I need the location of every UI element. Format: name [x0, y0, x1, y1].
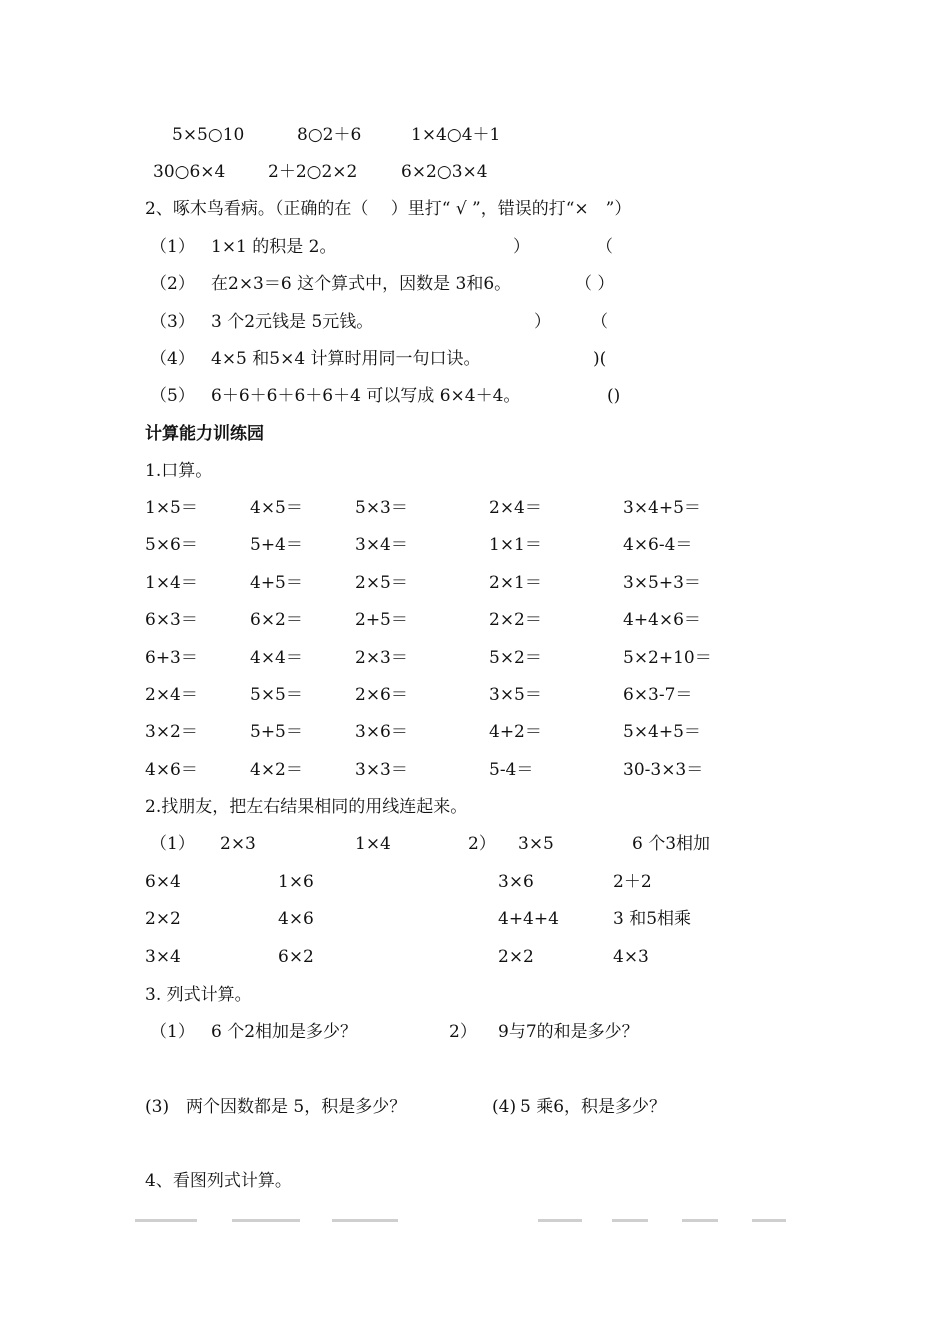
oral-problem: 4×2＝ [250, 760, 303, 780]
question-text: 6 个2相加是多少？ [211, 1022, 358, 1042]
oral-problem: 6×2＝ [250, 610, 303, 630]
friends-right-item: 3×6 [498, 872, 534, 892]
friends-right-item: 6 个3相加 [632, 834, 711, 854]
compare-item: 5×5○10 [172, 125, 245, 145]
oral-problem: 5×2＝ [489, 648, 542, 668]
picture-title: 4、看图列式计算。 [145, 1171, 292, 1191]
oral-problem: 3×3＝ [355, 760, 408, 780]
picture-fragment [332, 1219, 398, 1222]
picture-fragment [135, 1219, 197, 1222]
oral-problem: 2+5＝ [355, 610, 408, 630]
oral-problem: 6+3＝ [145, 648, 198, 668]
oral-problem: 4+5＝ [250, 573, 303, 593]
friends-right-item: 4×3 [613, 947, 649, 967]
item-number: （5） [150, 386, 195, 406]
oral-problem: 3×5＝ [489, 685, 542, 705]
oral-problem: 5×2+10＝ [623, 648, 712, 668]
woodpecker-title: 2、啄木鸟看病。（正确的在（ ）里打“ √ ”，错误的打“× ”） [145, 199, 632, 219]
oral-problem: 6×3＝ [145, 610, 198, 630]
friends-left-item: 1×4 [355, 834, 391, 854]
oral-problem: 3×4＝ [355, 535, 408, 555]
friends-left-item: 4×6 [278, 909, 314, 929]
picture-fragment [682, 1219, 718, 1222]
oral-problem: 4×6-4＝ [623, 535, 693, 555]
oral-problem: 3×4+5＝ [623, 498, 701, 518]
picture-fragment [752, 1219, 786, 1222]
item-text: 在2×3＝6 这个算式中，因数是 3和6。 [211, 274, 512, 294]
oral-problem: 1×1＝ [489, 535, 542, 555]
answer-paren: （ [596, 237, 613, 257]
answer-paren: () [607, 386, 621, 406]
oral-problem: 3×6＝ [355, 722, 408, 742]
oral-problem: 1×4＝ [145, 573, 198, 593]
compare-item: 2＋2○2×2 [268, 162, 358, 182]
oral-problem: 2×1＝ [489, 573, 542, 593]
friends-left-item: 2×3 [220, 834, 256, 854]
oral-problem: 5×5＝ [250, 685, 303, 705]
oral-problem: 5×6＝ [145, 535, 198, 555]
item-text: 6＋6＋6＋6＋6＋4 可以写成 6×4＋4。 [211, 386, 521, 406]
answer-paren: ） [534, 312, 551, 332]
answer-paren: ） [513, 237, 530, 257]
item-text: 3 个2元钱是 5元钱。 [211, 312, 374, 332]
oral-problem: 5×4+5＝ [623, 722, 701, 742]
question-number: (4) [492, 1097, 517, 1117]
friends-right-label: 2） [468, 834, 496, 854]
oral-problem: 4×6＝ [145, 760, 198, 780]
question-text: 两个因数都是 5，积是多少？ [186, 1097, 407, 1117]
oral-problem: 2×3＝ [355, 648, 408, 668]
oral-problem: 4×5＝ [250, 498, 303, 518]
oral-problem: 3×5+3＝ [623, 573, 701, 593]
friends-right-item: 4+4+4 [498, 909, 559, 929]
item-number: （1） [150, 237, 195, 257]
item-text: 1×1 的积是 2。 [211, 237, 337, 257]
oral-problem: 2×4＝ [489, 498, 542, 518]
friends-right-item: 3×5 [518, 834, 554, 854]
oral-problem: 2×5＝ [355, 573, 408, 593]
compare-item: 6×2○3×4 [401, 162, 488, 182]
compare-item: 30○6×4 [153, 162, 226, 182]
formula-title: 3. 列式计算。 [145, 985, 252, 1005]
friends-right-item: 2＋2 [613, 872, 652, 892]
answer-paren: （ ） [575, 274, 615, 294]
oral-problem: 4×4＝ [250, 648, 303, 668]
section-heading: 计算能力训练园 [145, 424, 264, 444]
oral-problem: 5+5＝ [250, 722, 303, 742]
question-number: （1） [150, 1022, 195, 1042]
oral-problem: 5×3＝ [355, 498, 408, 518]
oral-problem: 5-4＝ [489, 760, 534, 780]
friends-left-item: 3×4 [145, 947, 181, 967]
picture-fragment [538, 1219, 582, 1222]
friends-left-item: 2×2 [145, 909, 181, 929]
friends-left-item: 6×2 [278, 947, 314, 967]
oral-problem: 3×2＝ [145, 722, 198, 742]
friends-left-item: 6×4 [145, 872, 181, 892]
oral-problem: 4+4×6＝ [623, 610, 701, 630]
oral-problem: 5+4＝ [250, 535, 303, 555]
item-number: （4） [150, 349, 195, 369]
question-number: 2） [449, 1022, 477, 1042]
compare-item: 1×4○4＋1 [411, 125, 501, 145]
item-number: （3） [150, 312, 195, 332]
oral-problem: 2×2＝ [489, 610, 542, 630]
question-number: (3) [145, 1097, 170, 1117]
oral-problem: 30-3×3＝ [623, 760, 704, 780]
friends-title: 2.找朋友，把左右结果相同的用线连起来。 [145, 797, 468, 817]
picture-fragment [232, 1219, 300, 1222]
item-number: （2） [150, 274, 195, 294]
item-text: 4×5 和5×4 计算时用同一句口诀。 [211, 349, 481, 369]
friends-left-label: （1） [150, 834, 195, 854]
compare-item: 8○2＋6 [297, 125, 362, 145]
answer-paren: )( [593, 349, 607, 369]
oral-problem: 6×3-7＝ [623, 685, 693, 705]
question-text: 5 乘6，积是多少？ [520, 1097, 667, 1117]
oral-title: 1.口算。 [145, 461, 213, 481]
picture-fragment [612, 1219, 648, 1222]
friends-left-item: 1×6 [278, 872, 314, 892]
friends-right-item: 3 和5相乘 [613, 909, 692, 929]
question-text: 9与7的和是多少？ [498, 1022, 639, 1042]
friends-right-item: 2×2 [498, 947, 534, 967]
oral-problem: 1×5＝ [145, 498, 198, 518]
oral-problem: 2×6＝ [355, 685, 408, 705]
oral-problem: 2×4＝ [145, 685, 198, 705]
oral-problem: 4+2＝ [489, 722, 542, 742]
answer-paren: （ [591, 312, 608, 332]
